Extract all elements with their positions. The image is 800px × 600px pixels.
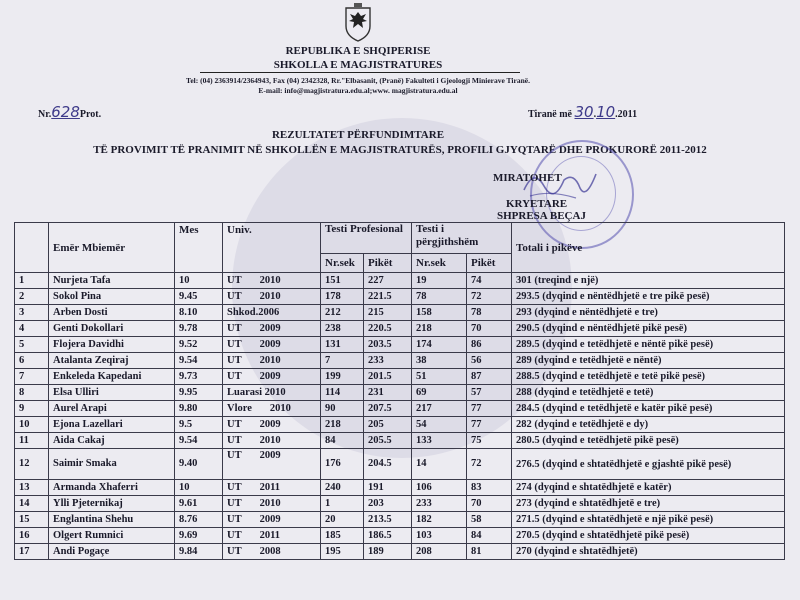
gen-seq-number: 103 [412,528,467,544]
gen-points: 86 [467,337,512,353]
university [223,369,321,385]
candidate-name: Olgert Rumnici [49,528,175,544]
gen-seq-number: 106 [412,480,467,496]
header-prof-piket: Pikët [364,254,412,273]
header-prof-nrsek: Nr.sek [321,254,364,273]
prof-seq-number: 90 [321,401,364,417]
university-name: UT [227,290,242,302]
total-points: 289.5 (dyqind e tetëdhjetë e nëntë pikë pesë) [512,337,785,353]
university [223,353,321,369]
prof-points: 204.5 [364,449,412,480]
table-row [15,305,785,321]
average-grade: 8.10 [175,305,223,321]
average-grade: 9.84 [175,544,223,560]
candidate-name: Atalanta Zeqiraj [49,353,175,369]
graduation-year: 2008 [259,545,281,557]
prof-points: 215 [364,305,412,321]
university-name: UT [227,322,242,334]
row-number: 4 [15,321,49,337]
average-grade: 9.40 [175,449,223,480]
row-number: 16 [15,528,49,544]
graduation-year: 2010 [259,497,281,509]
header-gen-nrsek: Nr.sek [412,254,467,273]
header-total: Totali i pikëve [512,223,785,273]
gen-points: 70 [467,496,512,512]
gen-seq-number: 54 [412,417,467,433]
candidate-name: Arben Dosti [49,305,175,321]
row-number: 14 [15,496,49,512]
row-number: 15 [15,512,49,528]
prof-points: 221.5 [364,289,412,305]
gen-seq-number: 217 [412,401,467,417]
average-grade: 9.52 [175,337,223,353]
total-points: 273 (dyqind e shtatëdhjetë e tre) [512,496,785,512]
prof-points: 189 [364,544,412,560]
prof-points: 207.5 [364,401,412,417]
university-name: UT [227,481,242,493]
candidate-name: Elsa Ulliri [49,385,175,401]
prof-points: 205 [364,417,412,433]
candidate-name: Genti Dokollari [49,321,175,337]
average-grade: 9.54 [175,353,223,369]
university [223,385,321,401]
university [223,401,321,417]
average-grade: 9.69 [175,528,223,544]
average-grade: 9.78 [175,321,223,337]
row-number: 11 [15,433,49,449]
gen-points: 83 [467,480,512,496]
graduation-year: 2010 [259,290,281,302]
prof-seq-number: 218 [321,417,364,433]
gen-points: 84 [467,528,512,544]
prof-points: 186.5 [364,528,412,544]
prof-points: 231 [364,385,412,401]
university-name: UT [227,274,242,286]
prof-seq-number: 114 [321,385,364,401]
prof-seq-number: 240 [321,480,364,496]
table-row [15,353,785,369]
average-grade: 9.5 [175,417,223,433]
average-grade: 9.61 [175,496,223,512]
university-name: Vlore [227,402,252,414]
average-grade: 10 [175,273,223,289]
average-grade: 8.76 [175,512,223,528]
document-title: REZULTATET PËRFUNDIMTARE [271,129,445,141]
university [223,449,321,480]
gen-seq-number: 51 [412,369,467,385]
university [223,433,321,449]
prof-seq-number: 185 [321,528,364,544]
graduation-year: 2009 [259,322,281,334]
table-row [15,401,785,417]
gen-points: 78 [467,305,512,321]
average-grade: 9.80 [175,401,223,417]
table-row [15,512,785,528]
prof-seq-number: 20 [321,512,364,528]
gen-points: 58 [467,512,512,528]
university [223,496,321,512]
candidate-name: Nurjeta Tafa [49,273,175,289]
gen-seq-number: 182 [412,512,467,528]
prof-points: 205.5 [364,433,412,449]
university-name: UT [227,497,242,509]
gen-points: 72 [467,289,512,305]
prof-points: 203.5 [364,337,412,353]
gen-points: 56 [467,353,512,369]
header-number [15,223,49,273]
total-points: 276.5 (dyqind e shtatëdhjetë e gjashtë pikë pesë) [512,449,785,480]
university [223,273,321,289]
row-number: 7 [15,369,49,385]
total-points: 288.5 (dyqind e tetëdhjetë e tetë pikë pesë) [512,369,785,385]
table-row [15,449,785,480]
prof-points: 191 [364,480,412,496]
candidate-name: Aida Cakaj [49,433,175,449]
candidate-name: Ylli Pjeternikaj [49,496,175,512]
university [223,321,321,337]
table-row [15,528,785,544]
header-professional-test: Testi Profesional [321,223,412,254]
prof-seq-number: 7 [321,353,364,369]
gen-seq-number: 218 [412,321,467,337]
average-grade: 9.54 [175,433,223,449]
prof-seq-number: 178 [321,289,364,305]
total-points: 301 (treqind e një) [512,273,785,289]
prof-points: 220.5 [364,321,412,337]
university-name: UT [227,545,242,557]
average-grade: 10 [175,480,223,496]
prof-points: 203 [364,496,412,512]
total-points: 274 (dyqind e shtatëdhjetë e katër) [512,480,785,496]
total-points: 284.5 (dyqind e tetëdhjetë e katër pikë pesë) [512,401,785,417]
gen-points: 87 [467,369,512,385]
university-name: UT [227,354,242,366]
prof-seq-number: 212 [321,305,364,321]
row-number: 9 [15,401,49,417]
gen-seq-number: 233 [412,496,467,512]
prof-points: 227 [364,273,412,289]
contact-line: Tel: (04) 2363914/2364943, Fax (04) 2342328, Rr."Elbasanit, (Pranë) Fakulteti i Gjeologji Minierave Tiranë. [186,76,530,85]
handwritten-number: 628 [51,103,80,121]
candidate-name: Aurel Arapi [49,401,175,417]
gen-seq-number: 133 [412,433,467,449]
row-number: 13 [15,480,49,496]
prof-seq-number: 195 [321,544,364,560]
university [223,528,321,544]
total-points: 282 (dyqind e tetëdhjetë e dy) [512,417,785,433]
gen-points: 75 [467,433,512,449]
table-row [15,417,785,433]
graduation-year: 2010 [259,354,281,366]
gen-points: 74 [467,273,512,289]
candidate-name: Armanda Xhaferri [49,480,175,496]
document-date: Tiranë më 30.10.2011 [528,103,638,121]
document-subtitle: TË PROVIMIT TË PRANIMIT NË SHKOLLËN E MAGJISTRATURËS, PROFILI GJYQTARË DHE PROKURORË 2011-2012 [93,144,707,156]
graduation-year: 2009 [259,450,281,461]
school-heading: SHKOLLA E MAGJISTRATURES [273,59,443,71]
total-points: 271.5 (dyqind e shtatëdhjetë e një pikë pesë) [512,512,785,528]
header-divider [200,72,520,73]
gen-points: 70 [467,321,512,337]
university-name: UT [227,434,242,446]
university [223,512,321,528]
table-row [15,433,785,449]
header-name: Emër Mbiemër [49,223,175,273]
table-row [15,496,785,512]
university-name: UT [227,450,242,461]
total-points: 270.5 (dyqind e shtatëdhjetë pikë pesë) [512,528,785,544]
table-row [15,273,785,289]
table-row [15,369,785,385]
prof-seq-number: 1 [321,496,364,512]
table-row [15,337,785,353]
prof-points: 213.5 [364,512,412,528]
row-number: 8 [15,385,49,401]
university-name: Luarasi 2010 [227,386,286,398]
approver-name: SHPRESA BEÇAJ [497,210,586,222]
candidate-name: Sokol Pina [49,289,175,305]
gen-points: 77 [467,401,512,417]
table-row [15,289,785,305]
university-name: Shkod.2006 [227,306,280,318]
candidate-name: Ejona Lazellari [49,417,175,433]
graduation-year: 2011 [259,529,281,541]
gen-seq-number: 78 [412,289,467,305]
gen-seq-number: 174 [412,337,467,353]
university [223,417,321,433]
university [223,480,321,496]
candidate-name: Saimir Smaka [49,449,175,480]
candidate-name: Flojera Davidhi [49,337,175,353]
average-grade: 9.45 [175,289,223,305]
row-number: 6 [15,353,49,369]
gen-points: 72 [467,449,512,480]
table-row [15,385,785,401]
header-gen-piket: Pikët [467,254,512,273]
approver-role: KRYETARE [506,198,568,210]
gen-seq-number: 38 [412,353,467,369]
total-points: 289 (dyqind e tetëdhjetë e nëntë) [512,353,785,369]
row-number: 17 [15,544,49,560]
gen-seq-number: 19 [412,273,467,289]
total-points: 293 (dyqind e nëntëdhjetë e tre) [512,305,785,321]
university-name: UT [227,338,242,350]
graduation-year: 2009 [259,418,281,430]
gen-seq-number: 208 [412,544,467,560]
gen-points: 81 [467,544,512,560]
total-points: 290.5 (dyqind e nëntëdhjetë pikë pesë) [512,321,785,337]
prof-seq-number: 151 [321,273,364,289]
total-points: 288 (dyqind e tetëdhjetë e tetë) [512,385,785,401]
average-grade: 9.95 [175,385,223,401]
table-row [15,480,785,496]
email-line: E-mail: info@magjistratura.edu.al;www. magjistratura.edu.al [258,86,458,95]
graduation-year: 2010 [259,434,281,446]
prof-points: 233 [364,353,412,369]
gen-seq-number: 158 [412,305,467,321]
prof-seq-number: 238 [321,321,364,337]
university-name: UT [227,370,242,382]
table-row [15,321,785,337]
graduation-year: 2009 [259,513,281,525]
university [223,289,321,305]
gen-seq-number: 14 [412,449,467,480]
university [223,544,321,560]
graduation-year: 2009 [259,370,281,382]
candidate-name: Englantina Shehu [49,512,175,528]
approval-label: MIRATOHET [493,172,562,184]
prof-points: 201.5 [364,369,412,385]
protocol-number: Nr.628Prot. [38,103,102,121]
graduation-year: 2011 [259,481,281,493]
prof-seq-number: 199 [321,369,364,385]
row-number: 3 [15,305,49,321]
albanian-coat-of-arms-icon [343,2,373,42]
university [223,337,321,353]
university-name: UT [227,418,242,430]
average-grade: 9.73 [175,369,223,385]
row-number: 1 [15,273,49,289]
gen-points: 77 [467,417,512,433]
university-name: UT [227,513,242,525]
gen-points: 57 [467,385,512,401]
handwritten-day: 30 [574,103,594,121]
prof-seq-number: 84 [321,433,364,449]
total-points: 270 (dyqind e shtatëdhjetë) [512,544,785,560]
total-points: 280.5 (dyqind e tetëdhjetë pikë pesë) [512,433,785,449]
row-number: 5 [15,337,49,353]
header-univ: Univ. [223,223,321,273]
candidate-name: Enkeleda Kapedani [49,369,175,385]
prof-seq-number: 176 [321,449,364,480]
row-number: 2 [15,289,49,305]
results-body [15,273,785,560]
prof-seq-number: 131 [321,337,364,353]
row-number: 10 [15,417,49,433]
graduation-year: 2009 [259,338,281,350]
header-general-test: Testi i përgjithshëm [412,223,512,254]
total-points: 293.5 (dyqind e nëntëdhjetë e tre pikë pesë) [512,289,785,305]
university-name: UT [227,529,242,541]
university [223,305,321,321]
graduation-year: 2010 [269,402,291,414]
graduation-year: 2010 [259,274,281,286]
republic-heading: REPUBLIKA E SHQIPERISE [285,45,431,57]
header-mes: Mes [175,223,223,273]
row-number: 12 [15,449,49,480]
gen-seq-number: 69 [412,385,467,401]
candidate-name: Andi Pogaçe [49,544,175,560]
results-table [14,222,785,560]
handwritten-month: 10 [596,103,616,121]
table-row [15,544,785,560]
